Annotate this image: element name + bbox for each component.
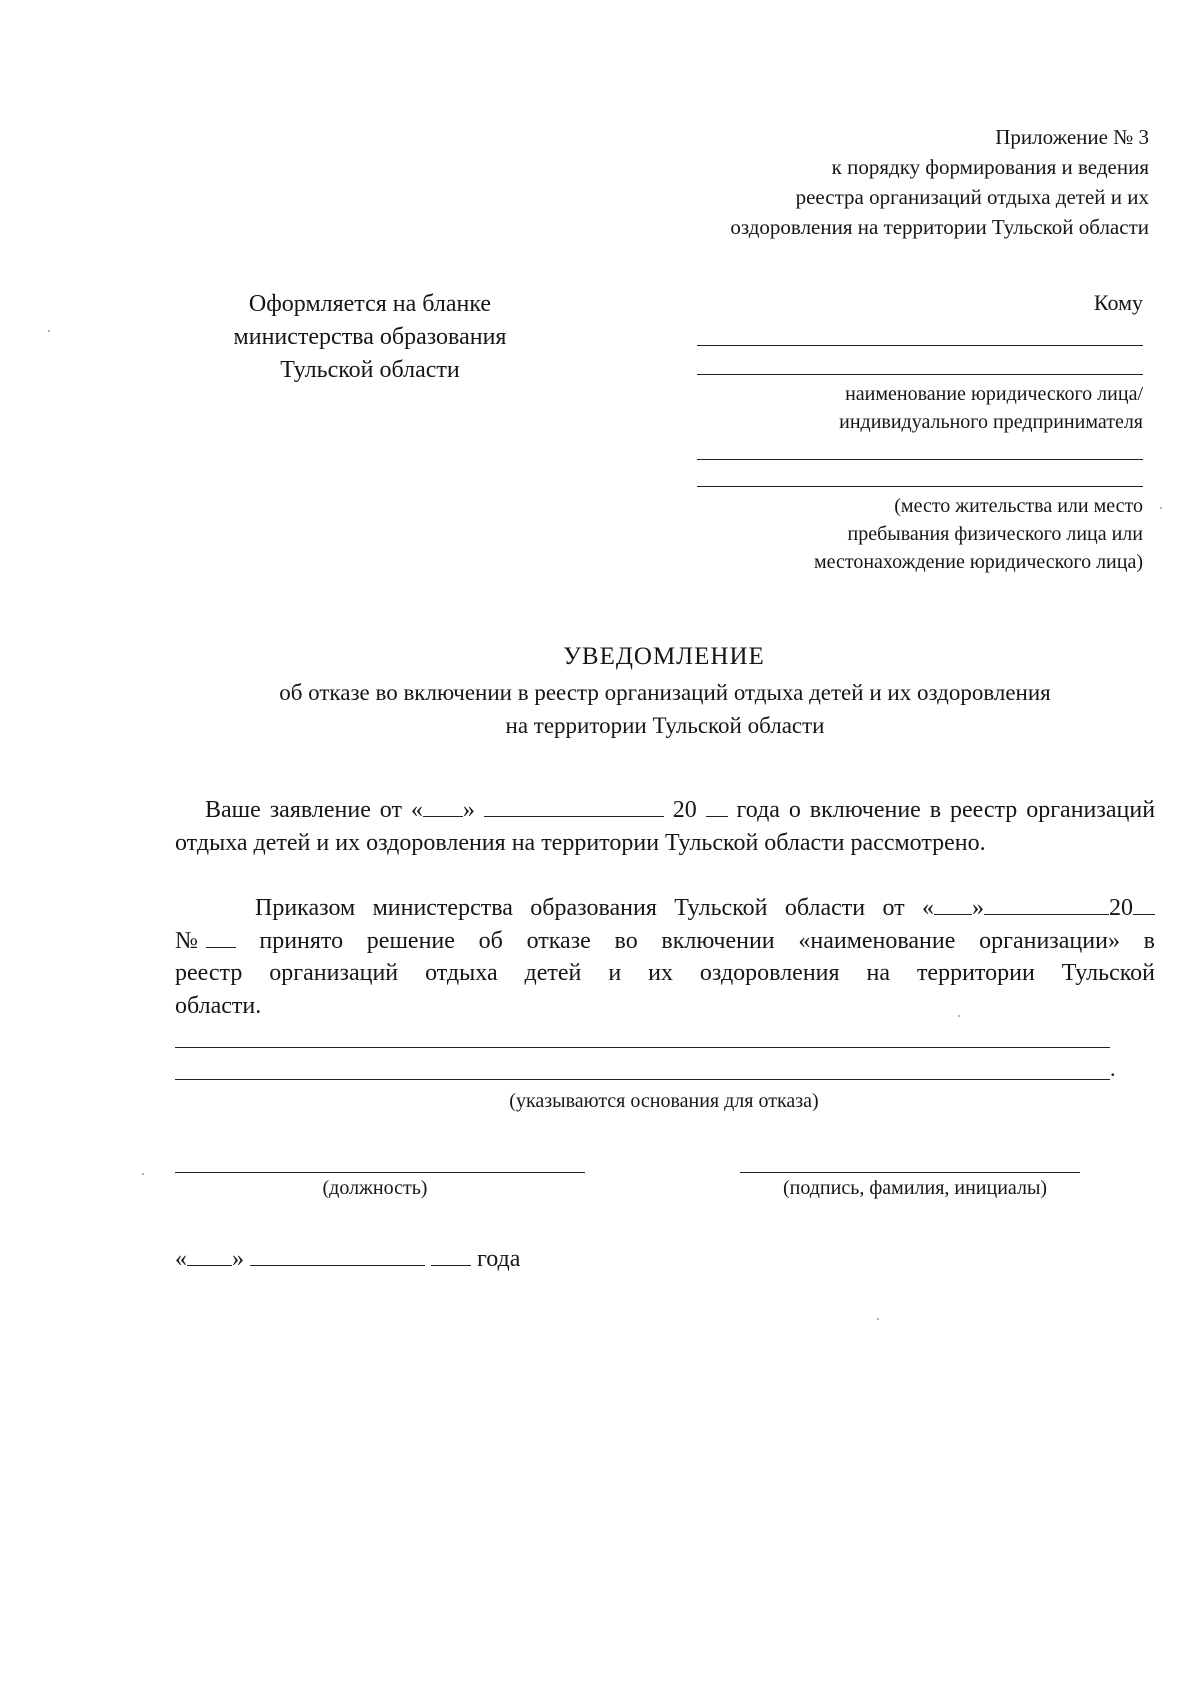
- grounds-line-1: [175, 1047, 1110, 1048]
- recipient-address-line-1: [697, 459, 1143, 460]
- application-year-prefix: 20: [672, 797, 697, 823]
- recipient-address-caption-line-2: пребывания физического лица или: [847, 523, 1143, 545]
- scan-speck: [958, 1015, 960, 1017]
- grounds-caption: (указываются основания для отказа): [509, 1090, 819, 1112]
- scan-speck: [142, 1173, 144, 1175]
- grounds-line-2: [175, 1079, 1110, 1080]
- letterhead-note-line-1: Оформляется на бланке: [248, 291, 492, 317]
- appendix-header: [730, 122, 1149, 242]
- recipient-address-caption: [814, 492, 1143, 576]
- letterhead-note: [185, 288, 555, 387]
- recipient-name-line-1: [697, 345, 1143, 346]
- application-quote-close: »: [462, 797, 475, 823]
- decision-quote-close: »: [972, 895, 984, 921]
- decision-body-text: принято решение об отказе во включении «наименование организации» в реестр организаций отдыха детей и их оздоровления на территории Тульской области.: [175, 927, 1156, 1019]
- appendix-line-3: реестра организаций отдыха детей и их: [795, 185, 1149, 209]
- decision-intro-text: Приказом министерства образования Тульской области от «: [255, 895, 934, 921]
- date-year-word: года: [477, 1246, 521, 1272]
- notice-title: УВЕДОМЛЕНИЕ: [563, 643, 765, 670]
- date-open-quote: «: [175, 1246, 187, 1272]
- decision-month-blank: [984, 894, 1109, 915]
- date-close-quote: »: [232, 1246, 244, 1272]
- notice-subtitle-line-2: на территории Тульской области: [505, 713, 825, 738]
- date-month-blank: [250, 1245, 425, 1266]
- name-caption: (подпись, фамилия, инициалы): [782, 1177, 1048, 1199]
- scan-speck: [877, 1318, 879, 1320]
- appendix-line-2: к порядку формирования и ведения: [831, 155, 1149, 179]
- application-paragraph: [175, 794, 1155, 859]
- application-year-blank: [706, 796, 728, 817]
- grounds-end-mark: .: [1110, 1056, 1116, 1081]
- recipient-address-caption-line-3: местонахождение юридического лица): [813, 551, 1143, 573]
- date-year-blank: [431, 1245, 471, 1266]
- decision-number-blank: [206, 927, 236, 948]
- letterhead-note-line-3: Тульской области: [280, 357, 460, 383]
- appendix-number: Приложение № 3: [995, 125, 1149, 149]
- notice-subtitle: [175, 676, 1155, 742]
- decision-day-blank: [934, 894, 972, 915]
- scan-speck: [1160, 507, 1162, 509]
- decision-year-blank: [1133, 894, 1155, 915]
- recipient-name-line-2: [697, 374, 1143, 375]
- recipient-address-line-2: [697, 486, 1143, 487]
- recipient-name-caption-line-1: наименование юридического лица/: [845, 383, 1143, 405]
- letterhead-note-line-2: министерства образования: [233, 324, 507, 350]
- application-day-blank: [423, 796, 463, 817]
- recipient-label: Кому: [1093, 290, 1143, 315]
- decision-paragraph: [175, 892, 1155, 1022]
- position-signature-line: [175, 1172, 585, 1173]
- name-signature-line: [740, 1172, 1080, 1173]
- application-intro-text: Ваше заявление от «: [205, 797, 423, 823]
- application-body-text: года о включение в реестр организаций отдыха детей и их оздоровления на территории Тульской области рассмотрено.: [175, 797, 1156, 856]
- appendix-line-4: оздоровления на территории Тульской области: [730, 215, 1149, 239]
- position-caption: (должность): [322, 1177, 428, 1199]
- notice-subtitle-line-1: об отказе во включении в реестр организаций отдыха детей и их оздоровления: [279, 680, 1051, 705]
- recipient-name-caption-line-2: индивидуального предпринимателя: [839, 411, 1143, 433]
- decision-number-sign: №: [175, 927, 206, 954]
- recipient-name-caption: [839, 380, 1143, 436]
- recipient-address-caption-line-1: (место жительства или место: [894, 495, 1143, 517]
- scan-speck: [48, 330, 50, 332]
- date-line: [175, 1245, 520, 1273]
- application-month-blank: [484, 796, 664, 817]
- date-day-blank: [187, 1245, 232, 1266]
- decision-year-prefix: 20: [1109, 895, 1133, 921]
